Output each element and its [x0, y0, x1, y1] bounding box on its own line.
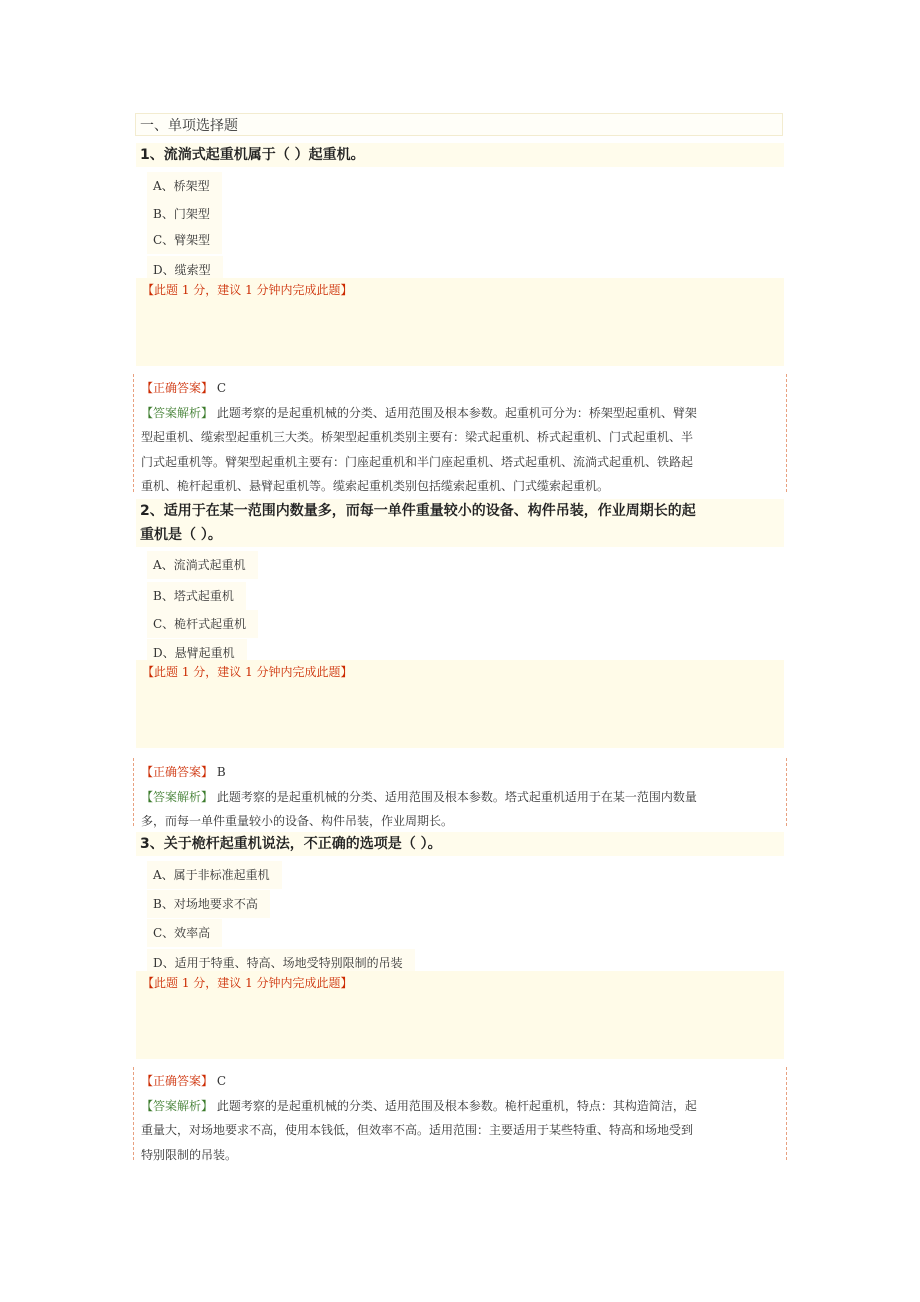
- question-1-option-d[interactable]: D、缆索型: [147, 256, 223, 284]
- correct-answer-value: B: [216, 765, 226, 779]
- question-2-answer-box: [133, 758, 787, 826]
- correct-answer-label: 【正确答案】: [141, 1074, 214, 1088]
- question-3-option-b[interactable]: B、对场地要求不高: [147, 890, 270, 918]
- correct-answer-label: 【正确答案】: [141, 381, 214, 395]
- question-3-title: 3、关于桅杆起重机说法，不正确的选项是（ ）。: [136, 832, 784, 856]
- question-1-hint-text: 【此题 1 分，建议 1 分钟内完成此题】: [142, 283, 353, 297]
- question-2-hint-text: 【此题 1 分，建议 1 分钟内完成此题】: [142, 665, 353, 679]
- question-2-option-a[interactable]: A、流淌式起重机: [147, 551, 258, 579]
- analysis-text: 此题考察的是起重机械的分类、适用范围及根本参数。塔式起重机适用于在某一范围内数量: [216, 789, 697, 804]
- correct-answer-value: C: [216, 1074, 227, 1088]
- answer-analysis-label: 【答案解析】: [141, 1098, 214, 1113]
- question-1-option-a[interactable]: A、桥架型: [147, 172, 222, 200]
- question-2-analysis-row: [141, 785, 780, 810]
- question-1-option-b[interactable]: B、门架型: [147, 200, 222, 228]
- question-1-hint: [136, 278, 784, 366]
- question-2-option-c[interactable]: C、桅杆式起重机: [147, 610, 258, 638]
- analysis-text: 此题考察的是起重机械的分类、适用范围及根本参数。起重机可分为：桥架型起重机、臂架: [216, 405, 697, 420]
- question-3-option-c[interactable]: C、效率高: [147, 919, 222, 947]
- question-2-option-d[interactable]: D、悬臂起重机: [147, 639, 247, 667]
- question-1-answer-box: [133, 374, 787, 492]
- question-2-correct-row: [141, 760, 780, 785]
- correct-answer-label: 【正确答案】: [141, 765, 214, 779]
- answer-analysis-label: 【答案解析】: [141, 405, 214, 420]
- question-3-answer-box: [133, 1067, 787, 1160]
- question-3-analysis-row: [141, 1094, 780, 1119]
- correct-answer-value: C: [216, 381, 227, 395]
- question-2-title-line-1: 2、适用于在某一范围内数量多，而每一单件重量较小的设备、构件吊装，作业周期长的起: [140, 503, 696, 519]
- question-1-title: 1、流淌式起重机属于（ ）起重机。: [136, 143, 784, 167]
- question-3-hint: [136, 971, 784, 1059]
- analysis-text: 特别限制的吊装。: [141, 1147, 238, 1162]
- analysis-text: 型起重机、缆索型起重机三大类。桥架型起重机类别主要有：梁式起重机、桥式起重机、门式起重机、半: [141, 430, 694, 444]
- analysis-text: 门式起重机等。臂架型起重机主要有：门座起重机和半门座起重机、塔式起重机、流淌式起重机、铁路起: [141, 454, 694, 469]
- question-3-option-a[interactable]: A、属于非标准起重机: [147, 861, 282, 889]
- question-3-option-d[interactable]: D、适用于特重、特高、场地受特别限制的吊装: [147, 949, 415, 977]
- section-title: 一、单项选择题: [135, 113, 783, 136]
- question-1-analysis-row: [141, 401, 780, 426]
- question-2-title: [136, 499, 784, 547]
- question-3-correct-row: [141, 1069, 780, 1094]
- question-2-hint: [136, 660, 784, 748]
- question-1-correct-row: [141, 376, 780, 401]
- question-2-option-b[interactable]: B、塔式起重机: [147, 582, 246, 610]
- question-1-option-c[interactable]: C、臂架型: [147, 226, 222, 254]
- answer-analysis-label: 【答案解析】: [141, 789, 214, 804]
- question-2-title-line-2: 重机是（ ）。: [140, 527, 222, 543]
- question-3-hint-text: 【此题 1 分，建议 1 分钟内完成此题】: [142, 976, 353, 990]
- analysis-text: 此题考察的是起重机械的分类、适用范围及根本参数。桅杆起重机，特点：其构造简洁，起: [216, 1098, 697, 1113]
- analysis-text: 多，而每一单件重量较小的设备、构件吊装，作业周期长。: [141, 814, 454, 828]
- analysis-text: 重机、桅杆起重机、悬臂起重机等。缆索起重机类别包括缆索起重机、门式缆索起重机。: [141, 479, 610, 493]
- analysis-text: 重量大，对场地要求不高，使用本钱低，但效率不高。适用范围：主要适用于某些特重、特高和场地受到: [141, 1123, 694, 1137]
